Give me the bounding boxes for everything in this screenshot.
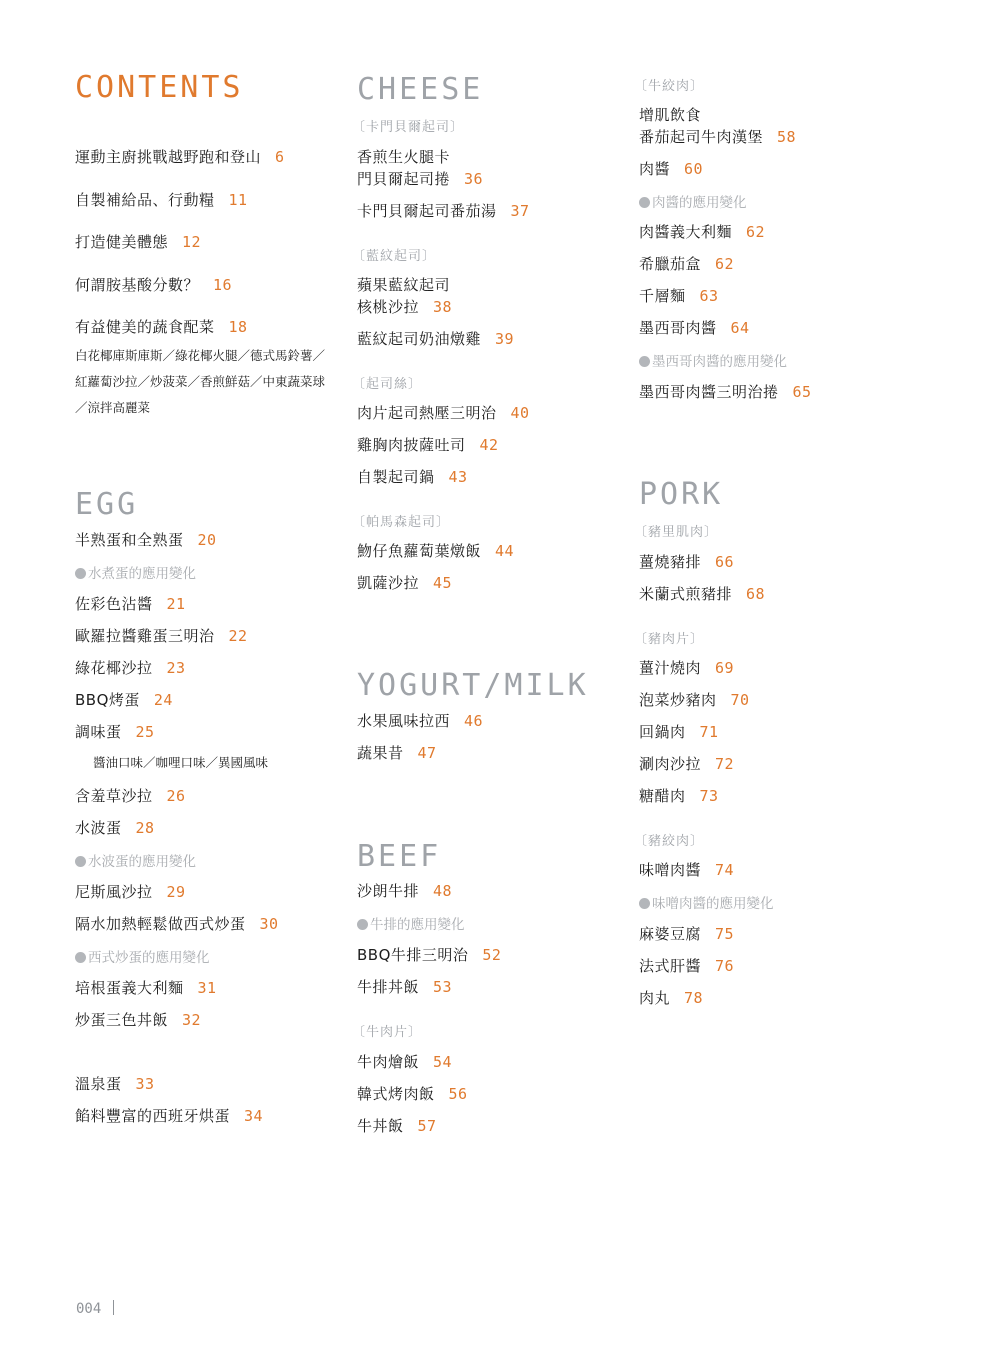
toc-entry[interactable]: [639, 126, 796, 148]
contents-title: CONTENTS: [75, 70, 244, 105]
variant-label: 西式炒蛋的應用變化: [75, 946, 210, 966]
entry-page: 36: [464, 170, 484, 188]
toc-entry[interactable]: [639, 253, 734, 275]
entry-title: BBQ烤蛋: [75, 691, 140, 709]
entry-title: 隔水加熱輕鬆做西式炒蛋: [75, 915, 246, 933]
entry-title: 藍紋起司奶油燉雞: [357, 330, 482, 348]
entry-page: 72: [715, 755, 735, 773]
entry-page: 63: [699, 287, 719, 305]
toc-entry[interactable]: [357, 572, 452, 594]
entry-title: 肉丸: [639, 989, 671, 1007]
entry-title: 半熟蛋和全熟蛋: [75, 531, 184, 549]
variant-label: 肉醬的應用變化: [639, 191, 747, 211]
subcategory-label: 〔豬絞肉〕: [634, 834, 705, 849]
toc-entry[interactable]: [357, 1051, 452, 1073]
variant-label: 牛排的應用變化: [357, 913, 465, 933]
entry-page: 12: [182, 233, 202, 251]
toc-entry[interactable]: [639, 987, 703, 1009]
entry-page: 46: [464, 712, 484, 730]
entry-title: 番茄起司牛肉漢堡: [639, 128, 764, 146]
toc-entry[interactable]: [639, 551, 734, 573]
entry-page: 57: [417, 1117, 437, 1135]
entry-page: 6: [275, 148, 285, 166]
subcategory-label: 〔藍紋起司〕: [352, 249, 437, 264]
entry-title: 歐羅拉醬雞蛋三明治: [75, 627, 215, 645]
entry-title: 米蘭式煎豬排: [639, 585, 733, 603]
entry-title: 沙朗牛排: [357, 882, 420, 900]
entry-page: 60: [684, 160, 704, 178]
toc-entry[interactable]: [75, 189, 248, 211]
toc-entry[interactable]: [75, 913, 279, 935]
subcategory-label: 〔豬里肌肉〕: [634, 525, 719, 540]
toc-entry[interactable]: [357, 466, 468, 488]
bullet-dot-icon: [75, 952, 86, 963]
entry-title: 香煎生火腿卡: [357, 148, 451, 166]
toc-entry[interactable]: [357, 434, 499, 456]
toc-entry[interactable]: [75, 689, 173, 711]
entry-page: 75: [715, 925, 735, 943]
entry-page: 70: [730, 691, 750, 709]
toc-entry[interactable]: [357, 402, 530, 424]
entry-page: 31: [197, 979, 217, 997]
entry-page: 71: [699, 723, 719, 741]
entry-page: 42: [479, 436, 499, 454]
toc-entry[interactable]: [639, 859, 734, 881]
entry-page: 18: [228, 318, 248, 336]
entry-title: 肉醬: [639, 160, 671, 178]
entry-title: 水果風味拉西: [357, 712, 451, 730]
entry-title: 麻婆豆腐: [639, 925, 702, 943]
toc-entry[interactable]: [357, 146, 450, 168]
toc-entry[interactable]: [639, 317, 750, 339]
toc-entry[interactable]: [357, 944, 501, 966]
entry-title: 打造健美體態: [75, 233, 169, 251]
subcategory-label: 〔牛絞肉〕: [634, 79, 705, 94]
beef-heading: BEEF: [357, 839, 442, 874]
toc-entry[interactable]: [639, 955, 734, 977]
entry-title: 薑汁燒肉: [639, 659, 702, 677]
entry-page: 11: [228, 191, 248, 209]
toc-entry[interactable]: [639, 753, 734, 775]
toc-entry[interactable]: [75, 657, 186, 679]
toc-entry[interactable]: [639, 381, 812, 403]
pork-heading: PORK: [639, 477, 724, 512]
entry-page: 24: [153, 691, 173, 709]
entry-page: 73: [699, 787, 719, 805]
subcategory-label: 〔帕馬森起司〕: [352, 515, 451, 530]
bullet-dot-icon: [639, 356, 650, 367]
entry-title: 涮肉沙拉: [639, 755, 702, 773]
entry-page: 64: [730, 319, 750, 337]
entry-title: 核桃沙拉: [357, 298, 420, 316]
toc-entry[interactable]: [357, 1083, 468, 1105]
entry-page: 53: [433, 978, 453, 996]
page-number: 004: [76, 1300, 114, 1317]
entry-title: 尼斯風沙拉: [75, 883, 153, 901]
entry-page: 74: [715, 861, 735, 879]
entry-title: 蔬果昔: [357, 744, 404, 762]
toc-entry[interactable]: [639, 583, 765, 605]
entry-title: 自製補給品、行動糧: [75, 191, 215, 209]
entry-page: 66: [715, 553, 735, 571]
entry-title: 希臘茄盒: [639, 255, 702, 273]
yogurt-milk-heading: YOGURT/MILK: [357, 668, 589, 703]
entry-title: 回鍋肉: [639, 723, 686, 741]
egg-heading: EGG: [75, 487, 139, 522]
entry-page: 21: [166, 595, 186, 613]
bullet-dot-icon: [639, 197, 650, 208]
entry-title: 肉片起司熱壓三明治: [357, 404, 497, 422]
toc-entry[interactable]: [75, 529, 217, 551]
entry-page: 38: [433, 298, 453, 316]
toc-entry[interactable]: [357, 1115, 437, 1137]
toc-entry[interactable]: [357, 296, 452, 318]
entry-title: 牛丼飯: [357, 1117, 404, 1135]
toc-entry[interactable]: [639, 158, 703, 180]
entry-page: 30: [259, 915, 279, 933]
entry-title: 薑燒豬排: [639, 553, 702, 571]
veg-sides-note: 白花椰庫斯庫斯／綠花椰火腿／德式馬鈴薯／紅蘿蔔沙拉／炒菠菜／香煎鮮菇／中東蔬菜球／涼拌高麗菜: [75, 348, 326, 415]
entry-page: 62: [746, 223, 766, 241]
entry-page: 20: [197, 531, 217, 549]
entry-title: 蘋果藍紋起司: [357, 276, 451, 294]
entry-title: BBQ牛排三明治: [357, 946, 469, 964]
entry-title: 泡菜炒豬肉: [639, 691, 717, 709]
entry-title: 千層麵: [639, 287, 686, 305]
toc-entry[interactable]: [639, 721, 719, 743]
entry-title: 自製起司鍋: [357, 468, 435, 486]
entry-title: 卡門貝爾起司番茄湯: [357, 202, 497, 220]
entry-title: 水波蛋: [75, 819, 122, 837]
toc-entry[interactable]: [75, 817, 155, 839]
toc-entry[interactable]: [639, 785, 719, 807]
subcategory-label: 〔豬肉片〕: [634, 632, 705, 647]
entry-title: 肉醬義大利麵: [639, 223, 733, 241]
entry-page: 68: [746, 585, 766, 603]
bullet-dot-icon: [357, 919, 368, 930]
entry-title: 牛肉燴飯: [357, 1053, 420, 1071]
entry-page: 76: [715, 957, 735, 975]
subcategory-label: 〔卡門貝爾起司〕: [352, 120, 465, 135]
cheese-heading: CHEESE: [357, 72, 484, 107]
toc-entry[interactable]: [357, 710, 483, 732]
toc-entry[interactable]: [75, 625, 248, 647]
entry-page: 54: [433, 1053, 453, 1071]
entry-page: 52: [482, 946, 502, 964]
entry-page: 32: [182, 1011, 202, 1029]
toc-entry[interactable]: [357, 540, 514, 562]
entry-title: 牛排丼飯: [357, 978, 420, 996]
entry-page: 69: [715, 659, 735, 677]
entry-page: 34: [244, 1107, 264, 1125]
bullet-dot-icon: [75, 568, 86, 579]
toc-entry[interactable]: [75, 721, 155, 743]
entry-page: 65: [792, 383, 812, 401]
bullet-dot-icon: [75, 856, 86, 867]
entry-page: 28: [135, 819, 155, 837]
toc-entry[interactable]: [75, 1073, 155, 1095]
toc-entry[interactable]: [75, 881, 186, 903]
toc-entry[interactable]: [357, 168, 483, 190]
entry-title: 調味蛋: [75, 723, 122, 741]
variant-label: 味噌肉醬的應用變化: [639, 892, 774, 912]
toc-entry[interactable]: [639, 221, 765, 243]
entry-title: 雞胸肉披薩吐司: [357, 436, 466, 454]
flavor-note: 醬油口味／咖哩口味／異國風味: [93, 755, 269, 770]
toc-entry[interactable]: [357, 328, 514, 350]
toc-entry[interactable]: [75, 1105, 263, 1127]
toc-entry[interactable]: [639, 285, 719, 307]
entry-page: 39: [495, 330, 515, 348]
toc-entry[interactable]: [357, 742, 437, 764]
toc-entry[interactable]: [639, 689, 750, 711]
variant-label: 水煮蛋的應用變化: [75, 562, 196, 582]
entry-title: 墨西哥肉醬三明治捲: [639, 383, 779, 401]
divider: [113, 1300, 114, 1315]
entry-title: 運動主廚挑戰越野跑和登山: [75, 148, 262, 166]
subcategory-label: 〔牛肉片〕: [352, 1025, 423, 1040]
entry-title: 凱薩沙拉: [357, 574, 420, 592]
entry-title: 糖醋肉: [639, 787, 686, 805]
entry-page: 62: [715, 255, 735, 273]
entry-page: 16: [213, 276, 233, 294]
toc-entry[interactable]: [357, 274, 450, 296]
toc-entry[interactable]: [75, 977, 217, 999]
entry-title: 炒蛋三色丼飯: [75, 1011, 169, 1029]
entry-title: 有益健美的蔬食配菜: [75, 318, 215, 336]
entry-title: 墨西哥肉醬: [639, 319, 717, 337]
entry-title: 餡料豐富的西班牙烘蛋: [75, 1107, 231, 1125]
entry-page: 33: [135, 1075, 155, 1093]
entry-page: 48: [433, 882, 453, 900]
toc-entry[interactable]: [75, 316, 248, 338]
subcategory-label: 〔起司絲〕: [352, 377, 423, 392]
toc-entry[interactable]: [357, 976, 452, 998]
entry-title: 魩仔魚蘿蔔葉燉飯: [357, 542, 482, 560]
toc-entry[interactable]: [357, 880, 452, 902]
entry-page: 78: [684, 989, 704, 1007]
bullet-dot-icon: [639, 898, 650, 909]
toc-entry[interactable]: [639, 104, 701, 126]
toc-entry[interactable]: [75, 785, 186, 807]
entry-page: 45: [433, 574, 453, 592]
entry-title: 韓式烤肉飯: [357, 1085, 435, 1103]
entry-page: 43: [448, 468, 468, 486]
entry-title: 綠花椰沙拉: [75, 659, 153, 677]
variant-label: 水波蛋的應用變化: [75, 850, 196, 870]
entry-title: 門貝爾起司捲: [357, 170, 451, 188]
entry-page: 47: [417, 744, 437, 762]
entry-page: 23: [166, 659, 186, 677]
entry-title: 培根蛋義大利麵: [75, 979, 184, 997]
entry-page: 40: [510, 404, 530, 422]
entry-title: 溫泉蛋: [75, 1075, 122, 1093]
toc-entry[interactable]: [75, 231, 201, 253]
toc-entry[interactable]: [75, 274, 232, 296]
entry-title: 何謂胺基酸分數？: [75, 276, 200, 294]
entry-title: 含羞草沙拉: [75, 787, 153, 805]
entry-page: 58: [777, 128, 797, 146]
entry-title: 味噌肉醬: [639, 861, 702, 879]
entry-page: 56: [448, 1085, 468, 1103]
variant-label: 墨西哥肉醬的應用變化: [639, 350, 787, 370]
entry-page: 22: [228, 627, 248, 645]
entry-title: 法式肝醬: [639, 957, 702, 975]
entry-page: 37: [510, 202, 530, 220]
toc-entry[interactable]: [357, 200, 530, 222]
entry-page: 25: [135, 723, 155, 741]
toc-entry[interactable]: [75, 593, 186, 615]
entry-page: 44: [495, 542, 515, 560]
toc-entry[interactable]: [75, 146, 285, 168]
entry-title: 增肌飲食: [639, 106, 702, 124]
entry-page: 26: [166, 787, 186, 805]
entry-page: 29: [166, 883, 186, 901]
toc-entry[interactable]: [639, 923, 734, 945]
toc-entry[interactable]: [75, 1009, 201, 1031]
entry-title: 佐彩色沾醬: [75, 595, 153, 613]
toc-entry[interactable]: [639, 657, 734, 679]
